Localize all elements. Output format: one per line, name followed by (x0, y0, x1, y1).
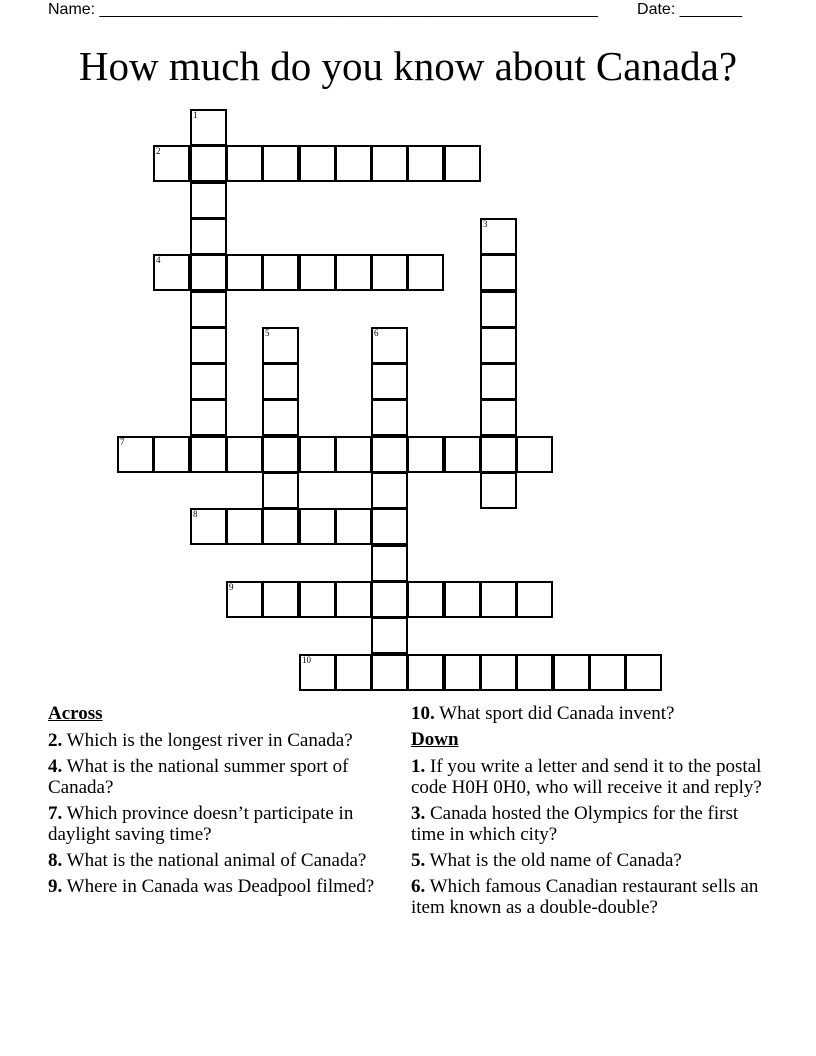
clue-number: 6. (411, 876, 426, 897)
crossword-cell[interactable] (480, 291, 517, 328)
clue-number: 5. (411, 850, 426, 871)
crossword-cell[interactable] (407, 145, 444, 182)
crossword-cell[interactable] (190, 109, 227, 146)
crossword-cell[interactable] (262, 327, 299, 364)
cell-number: 3 (483, 219, 488, 229)
cell-number: 6 (374, 328, 379, 338)
crossword-cell[interactable] (190, 399, 227, 436)
crossword-cell[interactable] (262, 145, 299, 182)
crossword-cell[interactable] (371, 399, 408, 436)
clues-right-column (411, 703, 771, 923)
crossword-cell[interactable] (299, 581, 336, 618)
cell-number: 7 (120, 437, 125, 447)
cell-number: 8 (193, 509, 198, 519)
cell-number: 1 (193, 110, 198, 120)
clue-text: Where in Canada was Deadpool filmed? (66, 876, 375, 897)
crossword-cell[interactable] (335, 581, 372, 618)
crossword-cell[interactable] (262, 363, 299, 400)
clue-down-5 (411, 850, 771, 871)
crossword-cell[interactable] (516, 436, 553, 473)
cell-number: 2 (156, 146, 161, 156)
clue-down-3 (411, 803, 771, 845)
crossword-cell[interactable] (190, 327, 227, 364)
clue-across-9 (48, 876, 388, 897)
crossword-cell[interactable] (299, 508, 336, 545)
clue-text: Which is the longest river in Canada? (66, 730, 353, 751)
date-field[interactable]: Date: _______ (637, 1, 742, 18)
clue-across-2 (48, 730, 388, 751)
crossword-cell[interactable] (226, 145, 263, 182)
crossword-cell[interactable] (480, 327, 517, 364)
crossword-cell[interactable] (299, 254, 336, 291)
crossword-cell[interactable] (371, 254, 408, 291)
clue-text: What sport did Canada invent? (439, 703, 675, 724)
clue-number: 3. (411, 803, 426, 824)
clue-text: Which famous Canadian restaurant sells an item known as a double-double? (411, 876, 759, 918)
crossword-cell[interactable] (335, 145, 372, 182)
clue-number: 9. (48, 876, 63, 897)
crossword-cell[interactable] (262, 472, 299, 509)
cell-number: 9 (229, 582, 234, 592)
crossword-cell[interactable] (371, 545, 408, 582)
clue-down-6 (411, 876, 771, 918)
clue-number: 10. (411, 703, 435, 724)
crossword-cell[interactable] (262, 254, 299, 291)
crossword-cell[interactable] (226, 254, 263, 291)
crossword-cell[interactable] (371, 327, 408, 364)
crossword-cell[interactable] (335, 508, 372, 545)
crossword-cell[interactable] (371, 617, 408, 654)
crossword-cell[interactable] (226, 581, 263, 618)
down-heading: Down (411, 729, 459, 750)
crossword-cell[interactable] (299, 654, 336, 691)
crossword-cell[interactable] (553, 654, 590, 691)
crossword-cell[interactable] (407, 436, 444, 473)
across-heading: Across (48, 703, 103, 724)
clue-number: 7. (48, 803, 63, 824)
crossword-cell[interactable] (480, 218, 517, 255)
crossword-cell[interactable] (407, 254, 444, 291)
clue-number: 1. (411, 756, 426, 777)
crossword-cell[interactable] (190, 182, 227, 219)
crossword-cell[interactable] (262, 508, 299, 545)
crossword-cell[interactable] (480, 399, 517, 436)
crossword-cell[interactable] (407, 581, 444, 618)
cell-number: 4 (156, 255, 161, 265)
crossword-cell[interactable] (190, 254, 227, 291)
clue-number: 4. (48, 756, 63, 777)
crossword-cell[interactable] (444, 581, 481, 618)
crossword-cell[interactable] (371, 436, 408, 473)
crossword-cell[interactable] (516, 581, 553, 618)
crossword-cell[interactable] (516, 654, 553, 691)
crossword-cell[interactable] (190, 436, 227, 473)
crossword-cell[interactable] (153, 145, 190, 182)
crossword-cell[interactable] (335, 436, 372, 473)
crossword-cell[interactable] (153, 254, 190, 291)
crossword-cell[interactable] (262, 436, 299, 473)
crossword-cell[interactable] (480, 472, 517, 509)
clue-text: If you write a letter and send it to the postal code H0H 0H0, who will receive it and reply? (411, 756, 762, 798)
crossword-cell[interactable] (480, 436, 517, 473)
crossword-cell[interactable] (371, 508, 408, 545)
crossword-cell[interactable] (371, 145, 408, 182)
clue-text: What is the national animal of Canada? (66, 850, 367, 871)
clue-number: 2. (48, 730, 63, 751)
crossword-cell[interactable] (190, 145, 227, 182)
clue-across-10 (411, 703, 771, 724)
crossword-cell[interactable] (226, 508, 263, 545)
crossword-cell[interactable] (371, 472, 408, 509)
page-title: How much do you know about Canada? (78, 43, 738, 89)
clue-down-1 (411, 756, 771, 798)
crossword-cell[interactable] (190, 218, 227, 255)
crossword-cell[interactable] (190, 508, 227, 545)
clue-text: Canada hosted the Olympics for the first time in which city? (411, 803, 739, 845)
cell-number: 10 (302, 655, 311, 665)
crossword-cell[interactable] (226, 436, 263, 473)
crossword-cell[interactable] (117, 436, 154, 473)
crossword-cell[interactable] (480, 581, 517, 618)
crossword-cell[interactable] (190, 291, 227, 328)
crossword-cell[interactable] (480, 654, 517, 691)
crossword-cell[interactable] (444, 654, 481, 691)
crossword-cell[interactable] (335, 654, 372, 691)
crossword-cell[interactable] (407, 654, 444, 691)
name-field[interactable]: Name: ________________________________________________________ (48, 1, 598, 18)
crossword-cell[interactable] (371, 363, 408, 400)
clue-across-7 (48, 803, 388, 845)
crossword-cell[interactable] (589, 654, 626, 691)
crossword-cell[interactable] (299, 145, 336, 182)
clue-across-8 (48, 850, 388, 871)
crossword-cell[interactable] (299, 436, 336, 473)
clue-text: What is the old name of Canada? (429, 850, 682, 871)
crossword-cell[interactable] (480, 363, 517, 400)
clue-text: Which province doesn’t participate in daylight saving time? (48, 803, 354, 845)
crossword-cell[interactable] (444, 436, 481, 473)
crossword-cell[interactable] (371, 654, 408, 691)
clues-left-column (48, 703, 388, 902)
clue-text: What is the national summer sport of Canada? (48, 756, 349, 798)
clue-number: 8. (48, 850, 63, 871)
crossword-cell[interactable] (480, 254, 517, 291)
crossword-cell[interactable] (153, 436, 190, 473)
clue-across-4 (48, 756, 388, 798)
cell-number: 5 (265, 328, 270, 338)
crossword-cell[interactable] (335, 254, 372, 291)
crossword-cell[interactable] (444, 145, 481, 182)
crossword-cell[interactable] (262, 581, 299, 618)
crossword-cell[interactable] (190, 363, 227, 400)
crossword-cell[interactable] (625, 654, 662, 691)
crossword-cell[interactable] (371, 581, 408, 618)
crossword-cell[interactable] (262, 399, 299, 436)
